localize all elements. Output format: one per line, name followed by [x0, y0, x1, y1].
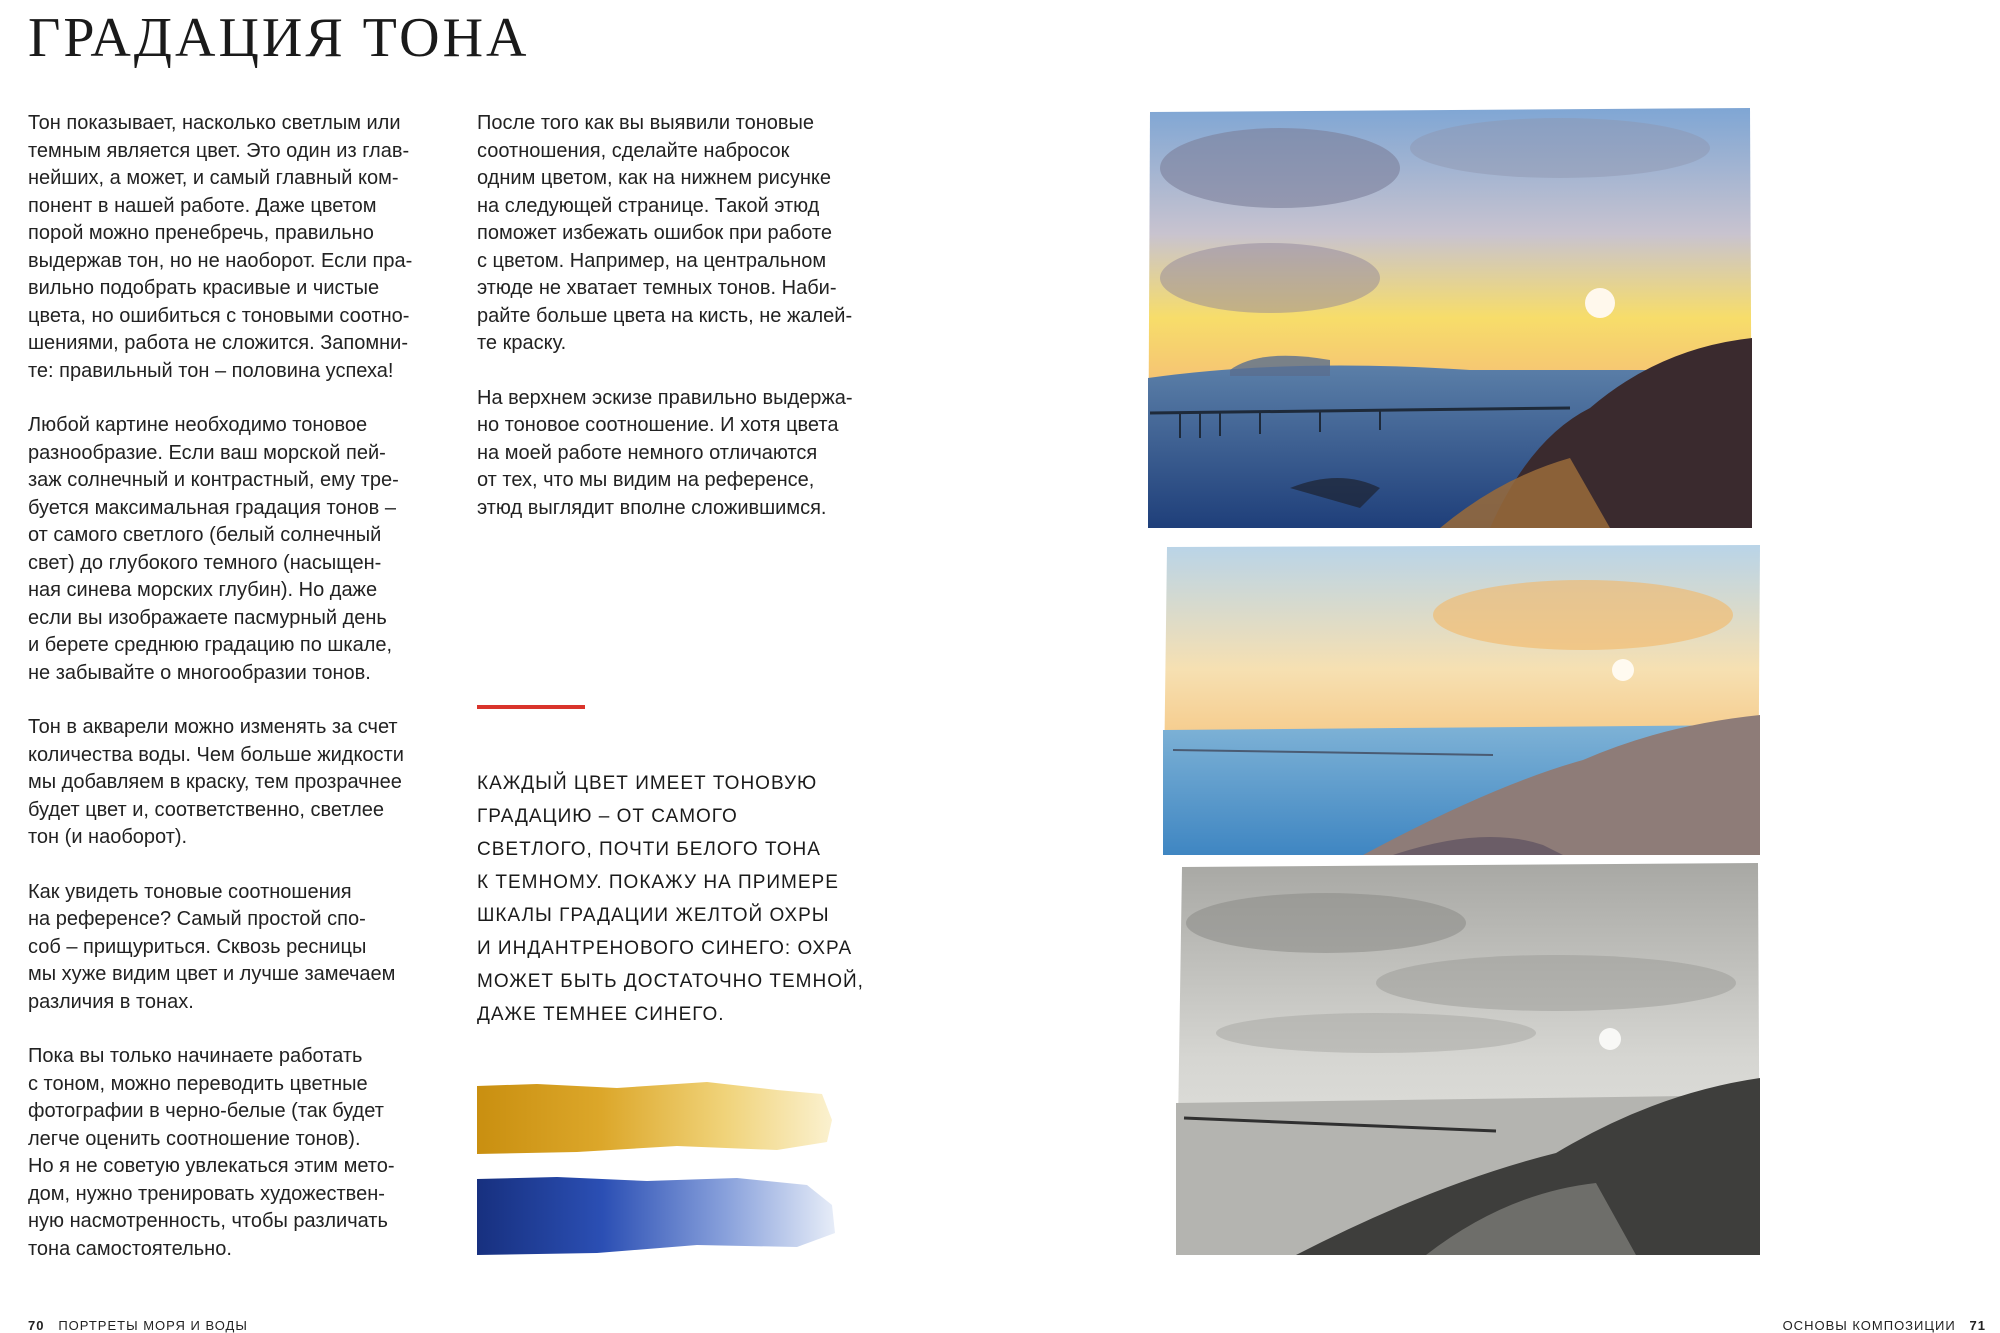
paragraph: На верхнем эскизе правильно выдержа- но тоновое соотношение. И хотя цвета на моей работе немного отличаются от тех, что мы видим на референсе, этюд выглядит вполне сложившимся. — [477, 386, 853, 519]
page-footer-left — [28, 1318, 248, 1333]
section-label: ОСНОВЫ КОМПОЗИЦИИ — [1782, 1318, 1956, 1333]
paragraph: Тон в акварели можно изменять за счет количества воды. Чем больше жидкости мы добавляем в краску, тем прозрачнее будет цвет и, соответственно, светлее тон (и наоборот). — [28, 716, 404, 848]
left-text-column — [28, 110, 448, 1290]
light-seascape-study-painting — [1163, 545, 1760, 855]
pull-quote: КАЖДЫЙ ЦВЕТ ИМЕЕТ ТОНОВУЮ ГРАДАЦИЮ – ОТ САМОГО СВЕТЛОГО, ПОЧТИ БЕЛОГО ТОНА К ТЕМНОМУ. ПОКАЖУ НА ПРИМЕРЕ ШКАЛЫ ГРАДАЦИИ ЖЕЛТОЙ ОХРЫ И ИНДАНТРЕНОВОГО СИНЕГО: ОХРА МОЖЕТ БЫТЬ ДОСТАТОЧНО ТЕМНОЙ, ДАЖЕ ТЕМНЕЕ СИНЕГО. — [477, 773, 864, 1025]
paragraph: Любой картине необходимо тоновое разнообразие. Если ваш морской пей- заж солнечный и контрастный, ему тре- буется максимальная градация тонов – от самого светлого (белый солнечный свет) до глубокого темного (насыщен- ная синева морских глубин). Но даже если вы изображаете пасмурный день и берете среднюю градацию по шкале, не забывайте о многообразии тонов. — [28, 414, 399, 684]
yellow-ochre-gradient-swatch — [477, 1080, 837, 1160]
page-number: 70 — [28, 1318, 45, 1333]
page-title: ГРАДАЦИЯ ТОНА — [28, 7, 530, 69]
paragraph: Тон показывает, насколько светлым или темным является цвет. Это один из глав- нейших, а может, и самый главный ком- понент в нашей работе. Даже цветом порой можно пренебречь, правильно выдержав тон, но не наоборот. Если пра- вильно подобрать красивые и чистые цвета, но ошибиться с тоновыми соотно- шениями, работа не сложится. Запомни- те: правильный тон – половина успеха! — [28, 112, 413, 382]
page-number: 71 — [1969, 1318, 1986, 1333]
accent-divider — [477, 705, 585, 709]
paragraph: Как увидеть тоновые соотношения на референсе? Самый простой спо- соб – прищуриться. Сквозь ресницы мы хуже видим цвет и лучше замечаем различия в тонах. — [28, 880, 396, 1013]
indanthrone-blue-gradient-swatch — [477, 1175, 837, 1257]
paragraph: Пока вы только начинаете работать с тоном, можно переводить цветные фотографии в черно-белые (так будет легче оценить соотношение тонов). Но я не советую увлекаться этим мето- дом, нужно тренировать художествен- ную насмотренность, чтобы различать тона самостоятельно. — [28, 1045, 395, 1260]
paragraph: После того как вы выявили тоновые соотношения, сделайте набросок одним цветом, как на нижнем рисунке на следующей странице. Такой этюд поможет избежать ошибок при работе с цветом. Например, на центральном этюде не хватает темных тонов. Наби- райте больше цвета на кисть, не жалей- те краску. — [477, 112, 853, 354]
sunset-seascape-painting — [1140, 108, 1760, 528]
middle-text-column — [477, 110, 907, 549]
monochrome-tonal-study-painting — [1176, 863, 1760, 1255]
page-footer-right — [1783, 1318, 1986, 1333]
section-label: ПОРТРЕТЫ МОРЯ И ВОДЫ — [58, 1318, 248, 1333]
